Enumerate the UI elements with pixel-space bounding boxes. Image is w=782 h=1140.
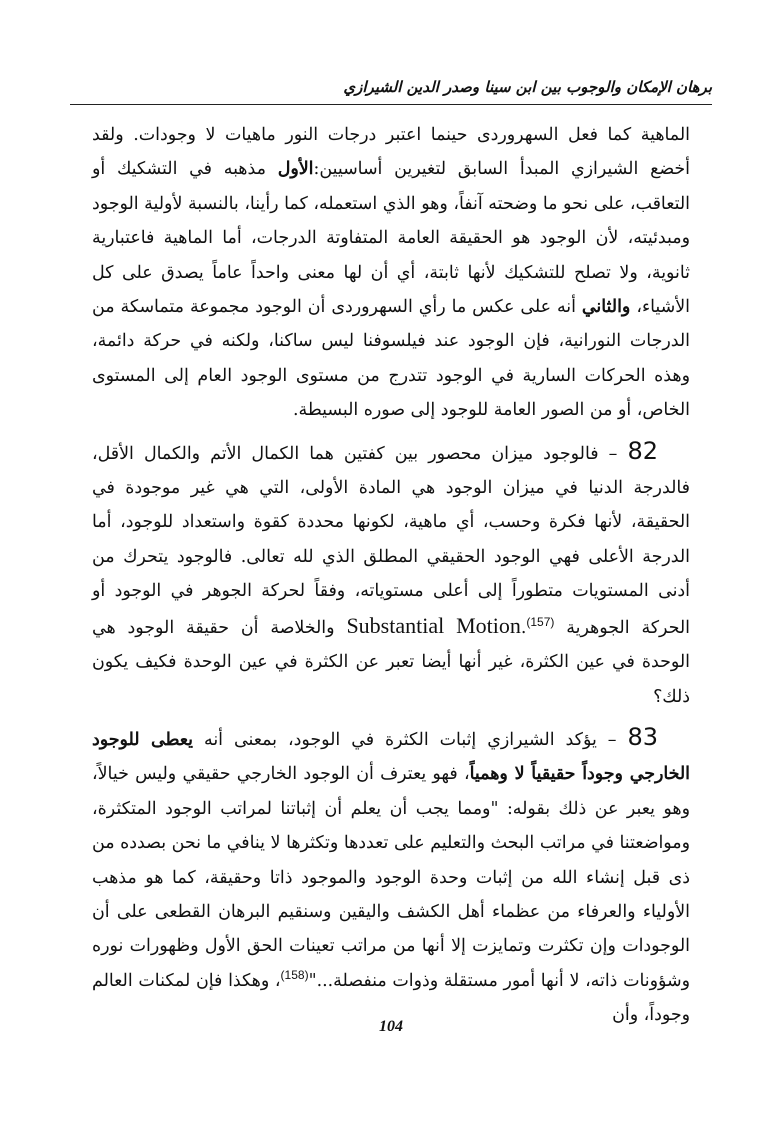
paragraph-82-text-c: والخلاصة أن حقيقة الوجود هي الوحدة في عين الكثرة، غير أنها أيضا تعبر عن الكثرة في عين الوحدة فكيف يكون ذلك؟ [92,617,690,707]
paragraph-82 [92,434,690,714]
section-number-82: 82 [627,436,658,465]
page-number: 104 [379,1018,403,1035]
paragraph-1 [92,118,690,428]
paragraph-82-text-a: – فالوجود ميزان محصور بين كفتين هما الكمال الأتم والكمال الأقل، فالدرجة الدنيا في ميزان الوجود هي المادة الأولى، التي هي غير موجودة في الحقيقة، لأنها فكرة وحسب، أي ماهية، لكونها محددة كقوة واستعداد للوجود، أما الدرجة الأعلى فهي الوجود الحقيقي المطلق الذي لله تعالى. فالوجود يتحرك من أدنى المستويات متطوراً إلى أعلى مستوياته، وفقاً لحركة الجوهر في الوجود أو الحركة الجوهرية [92,443,691,638]
paragraph-83-text-c: ، وهكذا فإن لمكنات العالم وجوداً، وأن [92,970,690,1026]
footnote-ref-157: (157) [526,614,555,629]
first-point-label: الأول [277,159,314,180]
document-body [92,118,690,1033]
running-title: برهان الإمكان والوجوب بين ابن سينا وصدر الدين الشيرازي [343,78,712,96]
paragraph-83-bold: يعطى للوجود الخارجي وجوداً حقيقياً لا وهمياً [92,729,690,785]
section-number-83: 83 [627,722,658,751]
paragraph-1-text: الماهية كما فعل السهروردى حينما اعتبر درجات النور ماهيات لا وجودات. ولقد أخضع الشيرازي المبدأ السابق لتغيرين أساسيين: [92,125,690,180]
latin-term: Substantial Motion [346,612,521,638]
running-header [70,78,712,105]
paragraph-1-text-c: أنه على عكس ما رأي السهروردى أن الوجود مجموعة متماسكة من الدرجات النورانية، فإن الوجود عند فيلسوفنا ليس ساكنا، ولكنه في حركة دائمة، وهذه الحركات السارية في الوجود تتدرج من مستوى الوجود العام إلى المستوى الخاص، أو من الصور العامة للوجود إلى صوره البسيطة. [92,297,691,421]
footnote-ref-158: (158) [280,967,309,982]
paragraph-83-text-b: ، فهو يعترف أن الوجود الخارجي حقيقي وليس خيالاً، وهو يعبر عن ذلك بقوله: "ومما يجب أن يعلم أن إثباتنا لمراتب الوجود المتكثرة، ومواضعتنا في مراتب البحث والتعليم على تعددها وتكثرها لا ينافي ما نحن بصدده من ذى قبل إنشاء الله من إثبات وحدة الوجود والموجود ذاتا وحقيقة، كما هو مذهب الأولياء والعرفاء من عظماء أهل الكشف واليقين وسنقيم البرهان القطعى على أن الوجودات وإن تكثرت وتمايزت إلا أنها من مراتب تعينات الحق الأول وظهورات نوره وشؤونات ذاته، لا أنها أمور مستقلة وذوات منفصلة..." [92,764,690,991]
paragraph-83 [92,720,690,1033]
second-point-label: والثاني [581,297,631,318]
paragraph-1-text-b: مذهبه في التشكيك أو التعاقب، على نحو ما وضحته آنفاً، وهو الذي استعمله، كما رأينا، بالنسبة لأولية الوجود ومبدئيته، لأن الوجود هو الحقيقة العامة المتفاوتة الدرجات، أما الماهية فاعتبارية ثانوية، ولا تصلح للتشكيك لأنها ثابتة، أي أن لها معنى واحداً عاماً يصدق على كل الأشياء، [92,159,690,318]
paragraph-83-text-a: – يؤكد الشيرازي إثبات الكثرة في الوجود، بمعنى أنه [193,729,628,750]
paragraph-82-text-b: . [520,617,527,638]
